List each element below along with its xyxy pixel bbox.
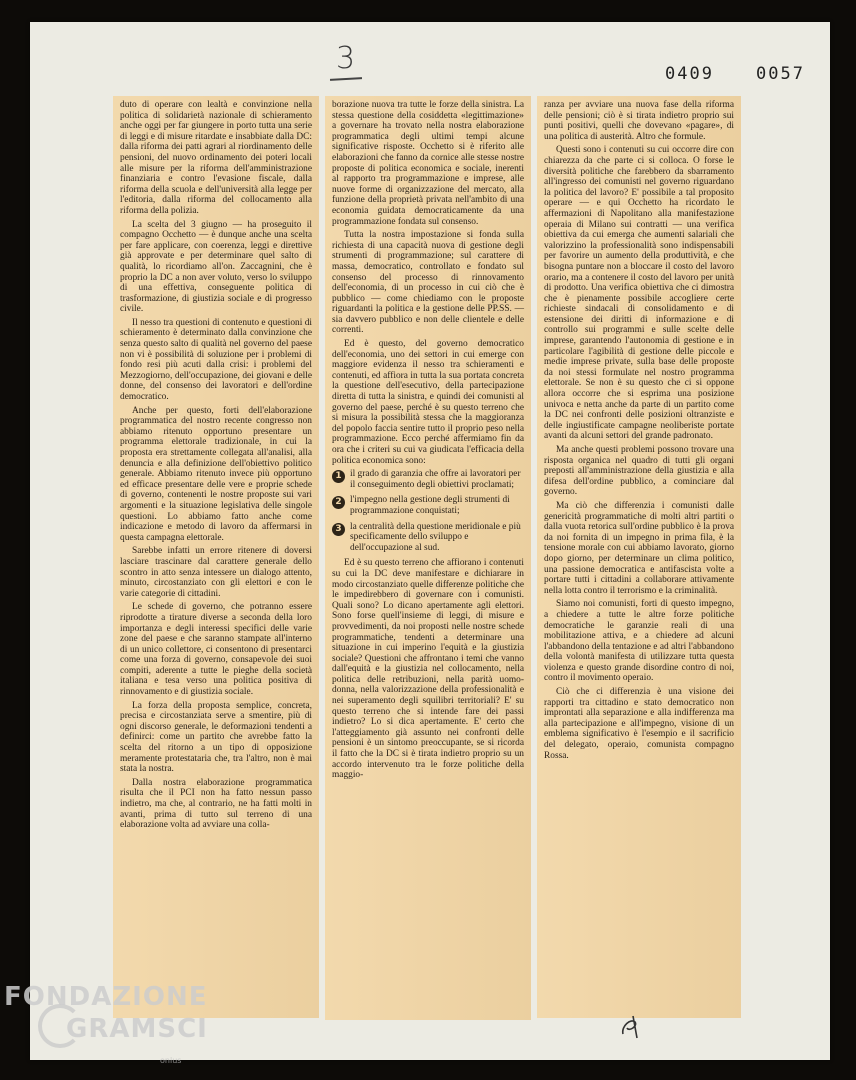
archive-stamp-left: 0409 bbox=[665, 64, 714, 84]
paragraph: Dalla nostra elaborazione programmatica risulta che il PCI non ha fatto nessun passo indietro, ma che, al contrario, ne ha fatti molti in avanti, prima di tutto sul terreno di una elaborazione volta ad avviare una colla- bbox=[120, 777, 312, 831]
numbered-item-text: la centralità della questione meridionale e più specificamente dello sviluppo e dell'occupazione al sud. bbox=[350, 521, 521, 553]
article-column-2 bbox=[325, 96, 531, 1020]
handwritten-mark-icon bbox=[617, 1012, 643, 1040]
number-badge: 2 bbox=[332, 496, 345, 509]
numbered-item bbox=[332, 495, 524, 516]
watermark-line-1: FONDAZIONE bbox=[4, 982, 208, 1012]
paragraph: Questi sono i contenuti su cui occorre dire con chiarezza da che parte ci si colloca. O forse le diversità politiche che farebbero da sbarramento all'ingresso dei comunisti nel governo riguardano la politica del lavoro? E' possibile a tal proposito operare — e qui Occhetto ha ricordato le affermazioni di Napolitano alla manifestazione operaia di Milano sui contratti — una verifica obiettiva da cui emerga che aumenti salariali che valorizzino la professionalità sono indispensabili per favorire un aumento della produttività, e che bisogna puntare non a bloccare il costo del lavoro orario, ma a contenere il costo del lavoro per unità di prodotto. Una verifica obiettiva che ci dimostra che è pienamente possibile accogliere certe richieste sindacali di consolidamento e di estensione dei diritti di informazione e di controllo sui programmi e sulle scelte delle imprese, garantendo l'autonomia di gestione e in particolare l'agibilità di gestione delle piccole e medie imprese private, sulla base delle proposte da noi stessi formulate nel nostro programma elettorale. Se non è su questo che ci si oppone allora occorre che si esprima una posizione univoca e netta anche da parte di un partito come la DC nei confronti delle posizioni oltranziste e delle ingiustificate campagne neoliberiste portate avanti da alcuni settori del grande padronato. bbox=[544, 145, 734, 442]
number-badge: 3 bbox=[332, 523, 345, 536]
archive-stamp-right: 0057 bbox=[756, 64, 805, 84]
watermark-line-2: GRAMSCI bbox=[66, 1014, 208, 1044]
paragraph: Le schede di governo, che potranno essere riprodotte a tirature diverse a seconda della loro importanza e degli interessi specifici delle varie zone del paese e che saranno stampate all'interno di un unico collettore, ci consentono di presentarci come una forza di governo, consapevole dei suoi compiti, aderente a tutte le pieghe della società italiana e tesa verso una politica positiva di rinnovamento e di giustizia sociale. bbox=[120, 602, 312, 698]
watermark-line-3: onlus bbox=[160, 1056, 182, 1065]
paragraph: Ciò che ci differenzia è una visione dei rapporti tra cittadino e stato democratico non improntati alla separazione e alla indifferenza ma alla partecipazione e all'impegno, visione di un emblema significativo è l'esempio e il sacrificio del delegato, operaio, comunista compagno Rossa. bbox=[544, 687, 734, 761]
paragraph: Ed è su questo terreno che affiorano i contenuti su cui la DC deve manifestare e dichiarare in modo circostanziato quelle differenze politiche che le impedirebbero di governare con i comunisti. Quali sono? Lo dicano apertamente agli elettori. Sono forse quell'insieme di leggi, di misure e provvedimenti, da noi proposti nelle nostre schede programmatiche, tendenti a determinare una situazione in cui imperino l'equità e la giustizia sociale? Questioni che affrontano i temi che vanno dall'equità e la giustizia nel collocamento, nella politica delle retribuzioni, nella parità uomo-donna, nella valorizzazione della professionalità e nei superamento degli squilibri territoriali? E' su questo terreno che si intende fare dei passi indietro? Lo si dica apertamente. E' certo che l'atteggiamento già assunto nei confronti delle pensioni è un sintomo preoccupante, se si ricorda il fatto che la DC si è tirata indietro proprio su un accordo intervenuto tra le forze politiche della maggio- bbox=[332, 558, 524, 781]
paragraph: Siamo noi comunisti, forti di questo impegno, a chiedere a tutte le altre forze politiche democratiche le garanzie reali di una mobilitazione attiva, e a chiedere ad alcuni l'abbandono della tentazione e ad altri l'abbandono della volontà manifesta di utilizzare tutta questa violenza e questo grande disordine contro di noi, contro il movimento operaio. bbox=[544, 599, 734, 684]
article-column-1 bbox=[113, 96, 319, 1018]
paragraph: Sarebbe infatti un errore ritenere di doversi lasciare trascinare dal carattere generale dello scontro in atto senza intessere un dialogo attento, minuto, circostanziato con gli elettori e con le varie categorie di cittadini. bbox=[120, 546, 312, 599]
paragraph: Ed è questo, del governo democratico dell'economia, uno dei settori in cui emerge con maggiore evidenza il nesso tra schieramenti e contenuti, ed affiora in tutta la sua portata concreta la questione dell'esecutivo, della partecipazione diretta di tutta la sinistra, e quindi dei comunisti al governo del paese, perché è su questo terreno che si misura la possibilità stessa che la maggioranza del popolo faccia sentire tutto il proprio peso nella programmazione. Ecco perché affermiamo fin da ora che i criteri su cui va giudicata l'efficacia della politica economica sono: bbox=[332, 339, 524, 466]
paragraph: Tutta la nostra impostazione si fonda sulla richiesta di una capacità nuova di gestione degli strumenti di programmazione; sul carattere di massa, democratico, controllato e fondato sul consenso del processo di rinnovamento dell'economia, di un processo in cui ciò che è pubblico — come chiediamo con le proposte riguardanti la politica e la gestione delle PP.SS. — sia davvero pubblico e non delle clientele e delle correnti. bbox=[332, 230, 524, 336]
paragraph: Anche per questo, forti dell'elaborazione programmatica del nostro recente congresso non abbiamo ritenuto opportuno presentare un programma elettorale tradizionale, in cui la proposta era strettamente collegata all'analisi, alla denuncia e alla definizione dell'obiettivo politico generale. Abbiamo ritenuto invece più opportuno ed efficace presentare delle vere e proprie schede di governo, contenenti le nostre proposte sui vari argomenti e la situazione legislativa delle singole questioni. Lo abbiamo fatto anche come indicazione e metodo di lavoro da affermarsi in questa campagna elettorale. bbox=[120, 405, 312, 543]
number-badge: 1 bbox=[332, 470, 345, 483]
paragraph: Ma anche questi problemi possono trovare una risposta organica nel quadro di tutti gli organi preposti all'amministrazione della giustizia e alla difesa dell'ordine pubblico, a cominciare dal governo. bbox=[544, 445, 734, 498]
paragraph: La forza della proposta semplice, concreta, precisa e circostanziata serve a smentire, più di ogni discorso generale, le deformazioni tendenti a definirci: come un partito che avrebbe fatto la scelta del ritorno a un tipo di opposizione meramente protestataria che, tra l'altro, non è mai stata la nostra. bbox=[120, 700, 312, 775]
paragraph: Ma ciò che differenzia i comunisti dalle genericità programmatiche di molti altri partiti o dalla vuota retorica sull'ordine pubblico è la prova da noi fornita di un impegno in prima fila, è la tensione morale con cui abbiamo lavorato, giorno dopo giorno, per determinare un clima politico, una passione democratica e antifascista volte a portare tutti i cittadini a collaborare attivamente nella lotta contro il terrorismo e la criminalità. bbox=[544, 500, 734, 596]
watermark-text bbox=[4, 984, 208, 1042]
paragraph: duto di operare con lealtà e convinzione nella politica di solidarietà nazionale di schieramento anche oggi per far giungere in porto tutta una serie di leggi e di misure ritardate e insabbiate dalla DC: dalla riforma dei patti agrari al riordinamento delle pensioni, del nuovo ordinamento dei poteri locali alle misure per la riforma dell'amministrazione finanziaria e contro l'evasione fiscale, dalla riforma della scuola e dell'università alla legge per l'editoria, dalla riforma del collocamento alla riforma della polizia. bbox=[120, 100, 312, 216]
paragraph: borazione nuova tra tutte le forze della sinistra. La stessa questione della cosiddetta «legittimazione» a governare ha trovato nella nostra elaborazione programmatica degli ultimi tempi alcune significative risposte. Occhetto si è riferito alle elaborazioni che fanno da cornice alle stesse nostre proposte di politica economica e sociale, inerenti al rapporto tra programmazione e imprese, alle nuove forme di organizzazione del mercato, alla funzione della proprietà privata nell'ambito di una economia guidata democraticamente da una programmazione fondata sul consenso. bbox=[332, 100, 524, 227]
paragraph: Il nesso tra questioni di contenuto e questioni di schieramento è determinato dalla convinzione che senza questo salto di qualità nel governo del paese non vi è possibilità di soluzione per i problemi di fondo resi più acuti dalla crisi: i problemi del Mezzogiorno, dell'occupazione, dei giovani e delle donne, del consenso dei lavoratori e dell'ordine democratico. bbox=[120, 317, 312, 403]
numbered-item bbox=[332, 522, 524, 554]
numbered-item-text: il grado di garanzia che offre ai lavoratori per il conseguimento degli obiettivi proclamati; bbox=[350, 469, 521, 490]
article-column-3 bbox=[537, 96, 741, 1018]
numbered-item-text: l'impegno nella gestione degli strumenti di programmazione conquistati; bbox=[350, 495, 510, 516]
numbered-item bbox=[332, 469, 524, 490]
paragraph: ranza per avviare una nuova fase della riforma delle pensioni; ciò è si tirata indietro proprio sui punti positivi, quelli che dovevano «pagare», di una politica di austerità. Altro che formule. bbox=[544, 100, 734, 142]
paragraph: La scelta del 3 giugno — ha proseguito il compagno Occhetto — è dunque anche una scelta per fare applicare, con coerenza, leggi e direttive già approvate e per determinare quel salto di qualità, lo ricordiamo all'on. Zaccagnini, che è proprio la DC a non aver voluto, verso lo sviluppo di una effettiva, conseguente politica di trasformazione, di giustizia sociale e di progresso civile. bbox=[120, 219, 312, 315]
handwritten-page-number: 3 bbox=[336, 41, 356, 76]
